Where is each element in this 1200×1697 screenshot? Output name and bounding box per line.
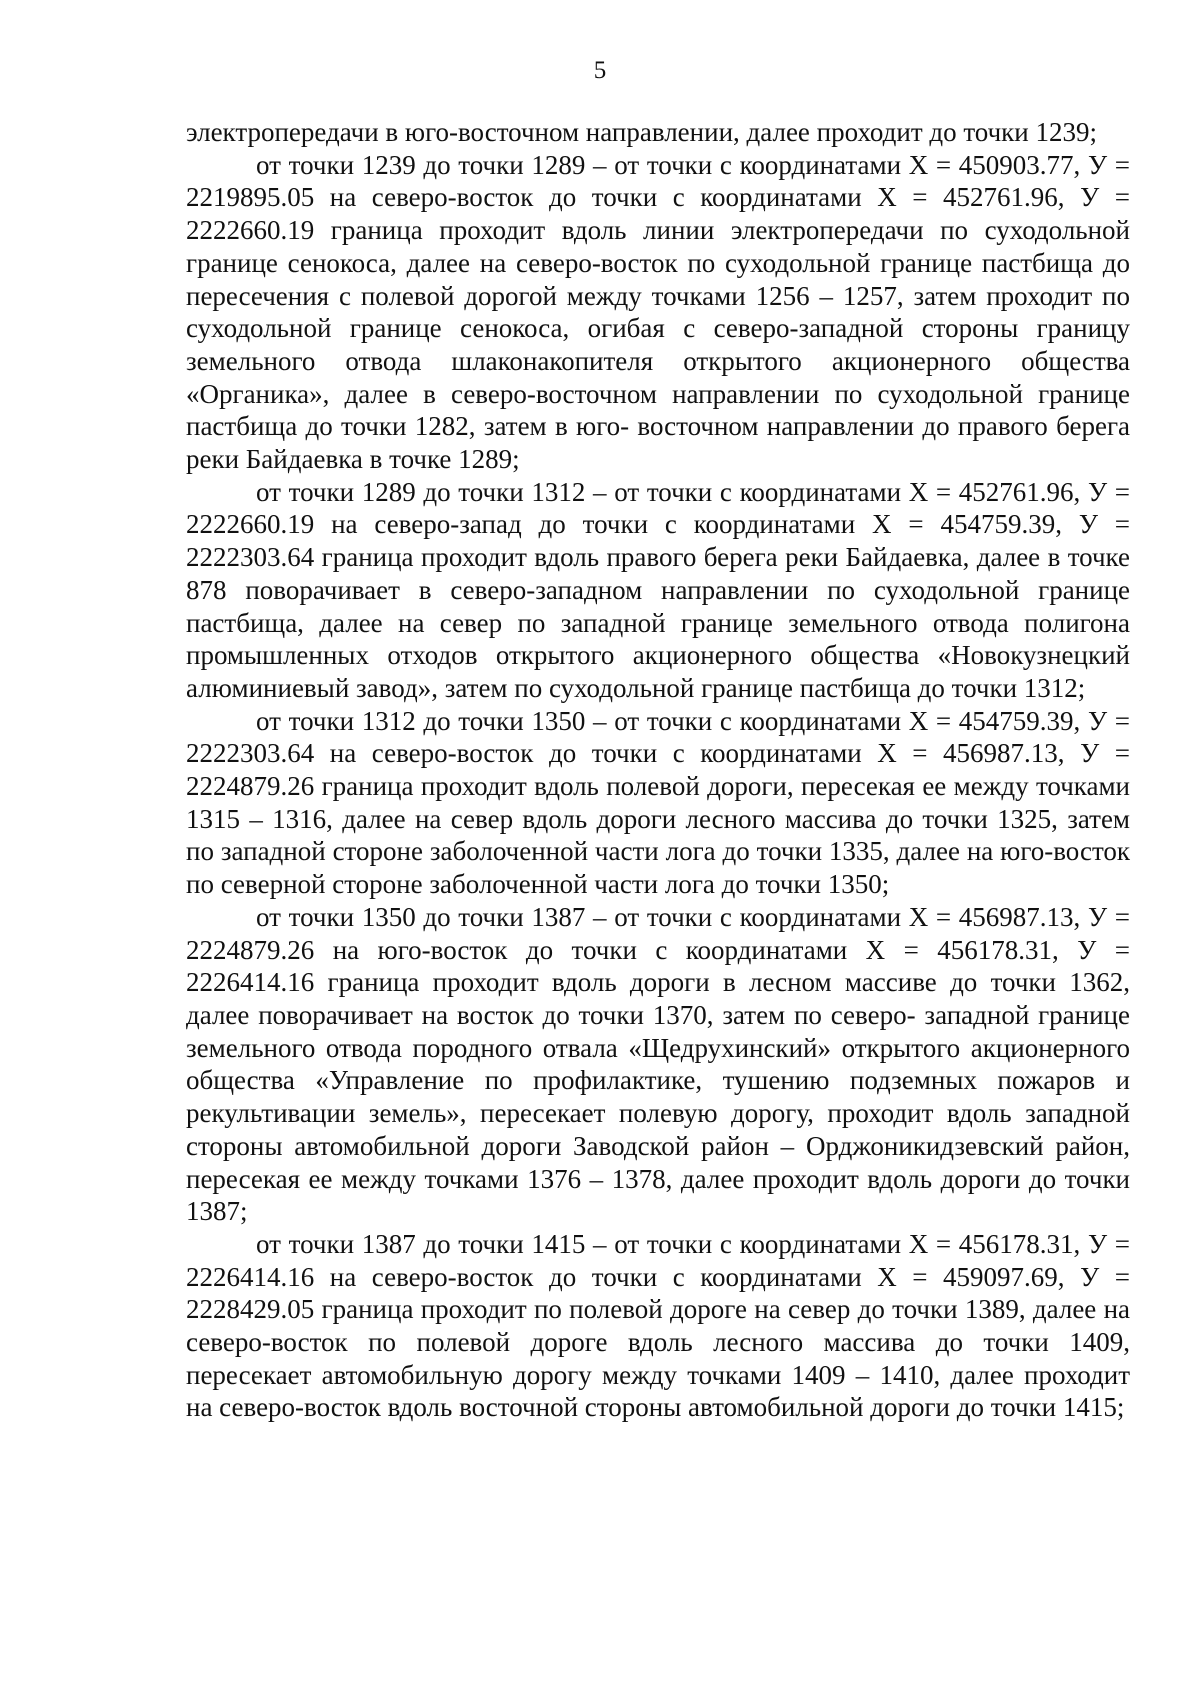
text-line: точками 1409 – 1410, далее проходит на северо-восток вдоль восточной bbox=[186, 1359, 1130, 1423]
text-line: У = 2228429.05 граница проходит по полевой дороге на север до точки 1389, bbox=[186, 1261, 1131, 1325]
paragraph-segment-1350-1387 bbox=[186, 901, 1130, 1228]
text-line: до точки 1335, далее на юго-восток по северной стороне заболоченной части bbox=[186, 836, 1131, 900]
text-line: в точке 878 поворачивает в северо-западном направлении по суходольной bbox=[186, 542, 1130, 605]
text-line: до точки 1409, пересекает автомобильную дорогу между bbox=[186, 1327, 1130, 1390]
text-line: направлении по суходольной границе пастбища до точки 1282, затем в юго- bbox=[186, 378, 1130, 442]
text-line: западной границе земельного отвода породного отвала «Щедрухинский» bbox=[186, 999, 1130, 1063]
text-line: с северо-западной стороны границу земельного отвода шлаконакопителя bbox=[186, 313, 1131, 376]
paragraph-segment-1239-1289 bbox=[186, 149, 1130, 476]
text-line: границе пастбища до пересечения с полевой дорогой между bbox=[186, 247, 1131, 311]
document-body bbox=[186, 116, 1130, 1424]
text-line: от точки 1387 до точки 1415 – от точки с координатами Х = 456178.31, bbox=[256, 1228, 1081, 1259]
text-line: проходит вдоль западной стороны автомобильной дороги Заводской bbox=[186, 1098, 1131, 1161]
text-line: У = 2222660.19 на северо-запад до точки с координатами Х = 454759.39, bbox=[186, 476, 1131, 540]
text-line: ее между точками 1315 – 1316, далее на север вдоль дороги лесного массива bbox=[186, 771, 1130, 834]
text-line: от точки 1239 до точки 1289 – от точки с координатами Х = 450903.77, bbox=[256, 149, 1081, 180]
text-line: У = 2219895.05 на северо-восток до точки с координатами Х = 452761.96, bbox=[186, 149, 1131, 213]
text-line: точками 1256 – 1257, затем проходит по суходольной границе сенокоса, огибая bbox=[186, 280, 1130, 344]
text-line: район – Орджоникидзевский район, пересекая ее между точками 1376 – 1378, bbox=[186, 1130, 1130, 1194]
text-line: У = 2224879.26 граница проходит вдоль полевой дороги, пересекая bbox=[186, 738, 1131, 802]
text-line: до точки 1362, далее поворачивает на восток до точки 1370, затем по северо- bbox=[186, 967, 1130, 1030]
text-line: У = 2222660.19 граница проходит вдоль линии электропередачи bbox=[186, 182, 1131, 246]
paragraph-segment-1312-1350 bbox=[186, 705, 1130, 901]
text-line: стороны автомобильной дороги до точки 1415; bbox=[584, 1392, 1125, 1423]
text-line: подземных пожаров и рекультивации земель», пересекает полевую дорогу, bbox=[186, 1065, 1130, 1129]
text-line: от точки 1350 до точки 1387 – от точки с координатами Х = 456987.13, bbox=[256, 901, 1081, 932]
text-line: «Новокузнецкий алюминиевый завод», затем по суходольной границе bbox=[186, 640, 1130, 703]
text-line: У = 2226414.16 на северо-восток до точки с координатами Х = 459097.69, bbox=[186, 1228, 1131, 1292]
text-line: У = 2226414.16 граница проходит вдоль дороги в лесном массиве bbox=[186, 934, 1131, 998]
text-line: открытого акционерного общества «Управление по профилактике, тушению bbox=[186, 1032, 1130, 1096]
text-line: пастбища до точки 1312; bbox=[799, 672, 1086, 703]
text-line: У = 2222303.64 граница проходит вдоль правого берега реки Байдаевка, далее bbox=[186, 509, 1131, 573]
paragraph-continuation bbox=[186, 116, 1130, 149]
text-line: полигона промышленных отходов открытого акционерного общества bbox=[186, 607, 1130, 671]
text-line: У = 2222303.64 на северо-восток до точки с координатами Х = 456987.13, bbox=[186, 705, 1131, 769]
text-line: до точки 1325, затем по западной стороне заболоченной части лога bbox=[186, 803, 1131, 867]
text-line: до точки 1239; bbox=[929, 117, 1098, 147]
text-line: далее на северо-восток по полевой дороге вдоль лесного массива bbox=[186, 1294, 1131, 1358]
text-line: далее проходит вдоль дороги до точки 1387; bbox=[186, 1163, 1131, 1227]
text-line: от точки 1312 до точки 1350 – от точки с координатами Х = 454759.39, bbox=[256, 705, 1081, 736]
paragraph-segment-1289-1312 bbox=[186, 476, 1130, 705]
text-line: электропередачи в юго-восточном направлении, далее проходит bbox=[186, 117, 923, 147]
text-line: У = 2224879.26 на юго-восток до точки с координатами Х = 456178.31, bbox=[186, 901, 1131, 965]
text-line: границе пастбища, далее на север по западной границе земельного отвода bbox=[186, 574, 1131, 638]
paragraph-segment-1387-1415 bbox=[186, 1228, 1130, 1424]
text-line: открытого акционерного общества «Органика», далее в северо-восточном bbox=[186, 345, 1131, 409]
text-line: восточном направлении до правого берега реки Байдаевка в точке 1289; bbox=[186, 411, 1131, 475]
text-line: от точки 1289 до точки 1312 – от точки с координатами Х = 452761.96, bbox=[256, 476, 1081, 507]
page-number: 5 bbox=[593, 57, 607, 84]
text-line: лога до точки 1350; bbox=[664, 869, 890, 900]
text-line: по суходольной границе сенокоса, далее на северо-восток по суходольной bbox=[186, 215, 1130, 278]
